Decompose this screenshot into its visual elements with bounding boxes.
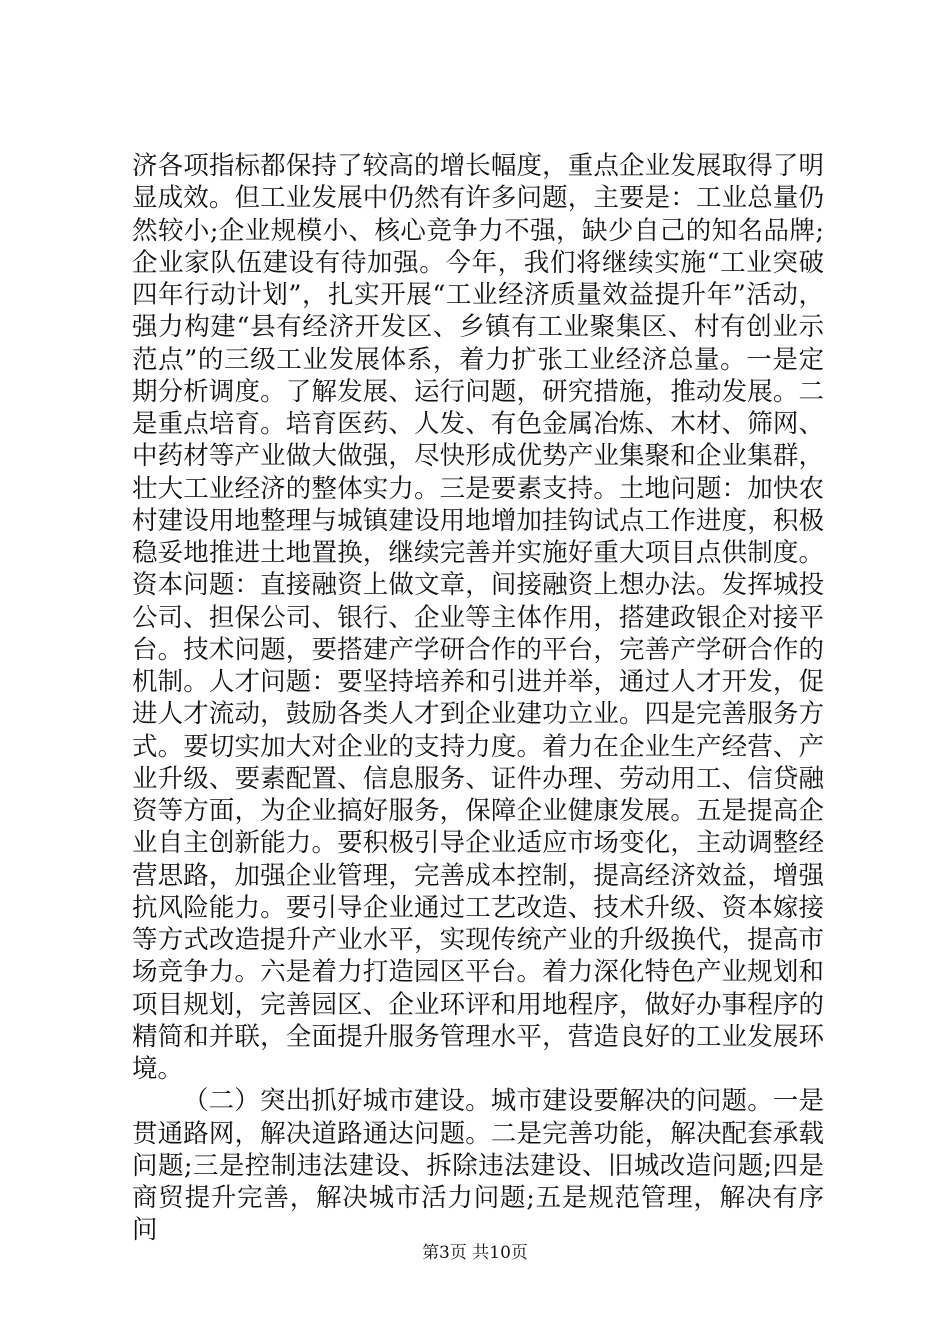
paragraph-1: 济各项指标都保持了较高的增长幅度，重点企业发展取得了明显成效。但工业发展中仍然有许多问题，主要是：工业总量仍然较小;企业规模小、核心竞争力不强，缺少自己的知名品牌;企业家队伍建设有待加强。今年，我们将继续实施“工业突破四年行动计划”，扎实开展“工业经济质量效益提升年”活动，强力构建“县有经济开发区、乡镇有工业聚集区、村有创业示范点”的三级工业发展体系，着力扩张工业经济总量。一是定期分析调度。了解发展、运行问题，研究措施，推动发展。二是重点培育。培育医药、人发、有色金属冶炼、木材、筛网、中药材等产业做大做强，尽快形成优势产业集聚和企业集群，壮大工业经济的整体实力。三是要素支持。土地问题：加快农村建设用地整理与城镇建设用地增加挂钩试点工作进度，积极稳妥地推进土地置换，继续完善并实施好重大项目点供制度。资本问题：直接融资上做文章，间接融资上想办法。发挥城投公司、担保公司、银行、企业等主体作用，搭建政银企对接平台。技术问题，要搭建产学研合作的平台，完善产学研合作的机制。人才问题：要坚持培养和引进并举，通过人才开发，促进人才流动，鼓励各类人才到企业建功立业。四是完善服务方式。要切实加大对企业的支持力度。着力在企业生产经营、产业升级、要素配置、信息服务、证件办理、劳动用工、信贷融资等方面，为企业搞好服务，保障企业健康发展。五是提高企业自主创新能力。要积极引导企业适应市场变化，主动调整经营思路，加强企业管理，完善成本控制，提高经济效益，增强抗风险能力。要引导企业通过工艺改造、技术升级、资本嫁接等方式改造提升产业水平，实现传统产业的升级换代，提高市场竞争力。六是着力打造园区平台。着力深化特色产业规划和项目规划，完善园区、企业环评和用地程序，做好办事程序的精简和并联，全面提升服务管理水平，营造良好的工业发展环境。: [132, 151, 824, 1084]
body-text: [132, 150, 824, 1247]
page-footer: 第3页 共10页: [422, 1243, 528, 1263]
paragraph-2: （二）突出抓好城市建设。城市建设要解决的问题。一是贯通路网，解决道路通达问题。二是完善功能，解决配套承载问题;三是控制违法建设、拆除违法建设、旧城改造问题;四是商贸提升完善，解决城市活力问题;五是规范管理，解决有序问: [132, 1086, 824, 1246]
